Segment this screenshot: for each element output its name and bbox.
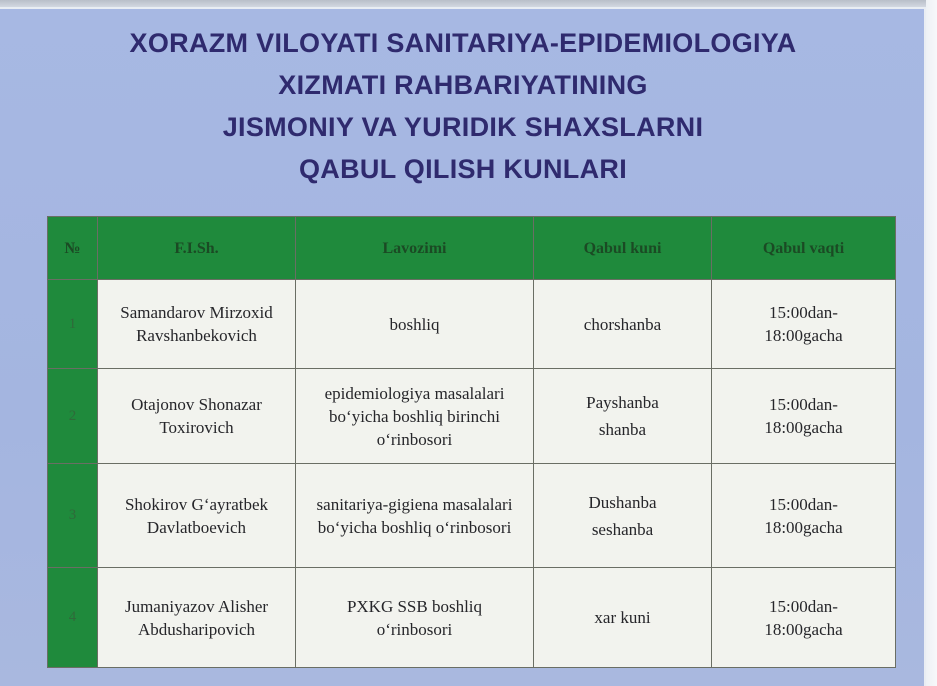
title-line-3: JISMONIY VA YURIDIK SHAXSLARNI <box>222 112 704 142</box>
table-row <box>48 369 896 464</box>
time-line: 15:00dan- <box>769 395 838 414</box>
reception-time-cell <box>712 369 896 464</box>
position-cell <box>296 464 534 568</box>
time-line: 18:00gacha <box>764 517 843 537</box>
title-line-1: XORAZM VILOYATI SANITARIYA-EPIDEMIOLOGIYA <box>129 28 797 58</box>
reception-schedule-table <box>47 216 896 668</box>
name-line: Abdusharipovich <box>137 619 256 639</box>
name-line: Ravshanbekovich <box>136 326 257 345</box>
position-line: o‘rinbosori <box>376 619 453 639</box>
row-number: 1 <box>48 280 98 369</box>
header-reception-day: Qabul kuni <box>534 217 712 280</box>
full-name-cell <box>98 280 296 369</box>
position-cell <box>296 369 534 464</box>
position-line: PXKG SSB boshliq <box>346 596 483 616</box>
header-reception-time: Qabul vaqti <box>712 217 896 280</box>
position-line: boshliq <box>389 314 440 334</box>
name-line: Otajonov Shonazar <box>131 395 262 414</box>
title-line-4: QABUL QILISH KUNLARI <box>299 154 627 184</box>
table-row <box>48 464 896 568</box>
name-line: Jumaniyazov Alisher <box>124 596 269 616</box>
full-name-cell <box>98 568 296 668</box>
name-line: Samandarov Mirzoxid <box>120 303 273 322</box>
reception-day-cell <box>534 464 712 568</box>
header-number: № <box>48 217 98 280</box>
position-cell <box>296 280 534 369</box>
position-line: o‘rinbosori <box>376 429 453 449</box>
reception-time-cell <box>712 568 896 668</box>
row-number: 4 <box>48 568 98 668</box>
time-line: 15:00dan- <box>769 596 838 616</box>
time-line: 18:00gacha <box>764 418 843 437</box>
title-line-2: XIZMATI RAHBARIYATINING <box>278 70 648 100</box>
header-position: Lavozimi <box>296 217 534 280</box>
day-line: seshanba <box>591 519 654 539</box>
name-line: Toxirovich <box>159 418 234 437</box>
name-line: Davlatboevich <box>146 517 247 537</box>
reception-day-cell <box>534 568 712 668</box>
time-line: 15:00dan- <box>769 303 838 322</box>
table-row <box>48 568 896 668</box>
full-name-cell <box>98 464 296 568</box>
time-line: 18:00gacha <box>764 619 843 639</box>
position-line: bo‘yicha boshliq o‘rinbosori <box>317 517 512 537</box>
day-line: xar kuni <box>594 608 651 627</box>
position-cell <box>296 568 534 668</box>
position-line: bo‘yicha boshliq birinchi <box>329 406 500 426</box>
position-line: sanitariya-gigiena masalalari <box>316 494 513 514</box>
reception-day-cell <box>534 280 712 369</box>
day-line: Dushanba <box>588 492 657 512</box>
header-full-name: F.I.Sh. <box>98 217 296 280</box>
reception-day-cell <box>534 369 712 464</box>
day-line: chorshanba <box>583 314 662 334</box>
full-name-cell <box>98 369 296 464</box>
board-title <box>0 22 926 190</box>
reception-time-cell <box>712 464 896 568</box>
day-line: Payshanba <box>586 393 659 412</box>
time-line: 15:00dan- <box>769 494 838 514</box>
time-line: 18:00gacha <box>764 326 843 345</box>
reception-time-cell <box>712 280 896 369</box>
board-frame-edge <box>926 0 937 686</box>
row-number: 3 <box>48 464 98 568</box>
name-line: Shokirov G‘ayratbek <box>124 494 269 514</box>
table-row <box>48 280 896 369</box>
position-line: epidemiologiya masalalari <box>324 383 505 403</box>
day-line: shanba <box>598 420 647 439</box>
row-number: 2 <box>48 369 98 464</box>
table-header-row <box>48 217 896 280</box>
